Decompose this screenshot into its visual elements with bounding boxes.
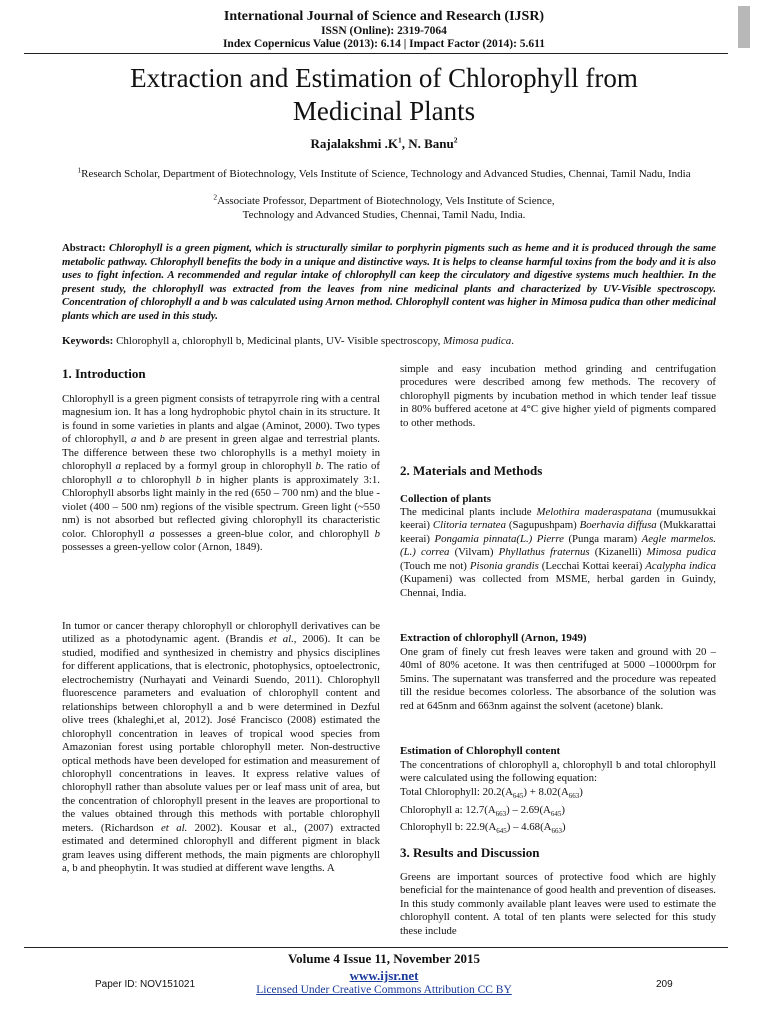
- results-paragraph: Greens are important sources of protective food which are highly beneficial for the maintenance of good health and prevention of diseases. In this study commonly available plant leaves were used to estimate the chlorophyll content. A total of ten plants were selected for this study these include: [400, 871, 716, 937]
- intro-p1-italic-3: a: [115, 460, 121, 473]
- affiliation-1-sup: 1: [77, 165, 82, 175]
- intro-p2-italic-1: et al.,: [268, 633, 297, 646]
- collection-text: (Touch me not): [400, 559, 470, 572]
- author-2: N. Banu: [408, 136, 454, 151]
- intro-p2-text-b: 2006). It can be studied, modified and synthesized in chemistry and physics disciplines for different applications, that is electronic, photophysics, optoelectronic, electrochemistry (Nurhayati and Veinardi Suendo, 2011). Chlorophyll fluorescence parameters and evaluation of chlorophyll content and relationships between chlorophyll a and b were determined in Dezful olive trees (khaleghi,et al, 2012). José Francisco (2008) estimated the chlorophyll concentration in leaves of tropical wood species from Amazonian forest using portable chlorophyll meter. Non-destructive optical methods have been developed for estimation and measurement of chlorophyll concentrations in leaves. It express relative values of chlorophyll rather than absolute values per or leaf mass unit of area, but the concentration of chlorophyll present in the leaves are proportional to the values obtained through this methods with portable chlorophyll meters. (Richardson: [62, 633, 380, 834]
- plant-name: Pisonia grandis: [469, 559, 539, 572]
- collection-text: (Punga maram): [563, 532, 642, 545]
- paper-title: [0, 62, 768, 128]
- intro-p1-italic-4: b: [315, 460, 321, 473]
- keywords-end: .: [511, 335, 515, 347]
- equation-chl-a: Chlorophyll a: $12.7(A_{663}) - 2.69(A_{645})$: [400, 803, 565, 818]
- estimation-heading: Estimation of Chlorophyll content: [400, 745, 561, 757]
- collection-text: (Sagupushpam): [506, 519, 580, 532]
- journal-issn: ISSN (Online): 2319-7064: [321, 25, 447, 37]
- collection-paragraph: [400, 506, 716, 600]
- abstract-text: Chlorophyll is a green pigment, which is structurally similar to porphyrin pigments such as heme and it is produced through the same metabolic pathway. Chlorophyll benefits the body in a unique and distinctive ways. It is helps to cleanse harmful toxins from the body and it is also uses to fight infection. A recommended and regular intake of chlorophyll can keep the circulatory and digestive systems much healthier. In the present study, the chlorophyll was extracted from the leaves from nine medicinal plants and characterized by UV-Visible spectroscopy. Concentration of chlorophyll a and b was calculated using Arnon method. Chlorophyll content was higher in Mimosa pudica than other medicinal plants which are used in this study.: [62, 242, 716, 322]
- collection-text: (Vilvam): [449, 546, 499, 559]
- author-1-sup: 1: [397, 135, 402, 145]
- intro-p1-text-g: in higher plants is approximately 3:1. Chlorophyll absorbs light mainly in the red (650 – 700 nm) and the blue - violet (400 – 500 nm) regions of the visible spectrum. Green light (~550 nm) is not absorbed but reflected giving chlorophyll its characteristic color. Chlorophyll: [62, 473, 380, 540]
- intro-p1-text-d: replaced by a formyl group in chlorophyll: [120, 460, 316, 473]
- paper-id: Paper ID: NOV151021: [95, 979, 196, 990]
- intro-p1-text-f: to chlorophyll: [122, 473, 196, 486]
- intro-p1-italic-2: b: [159, 433, 165, 446]
- author-sep: ,: [401, 136, 409, 151]
- collection-text: (Kizanelli): [589, 546, 647, 559]
- collection-text: (mumusukkai keerai): [400, 506, 716, 532]
- affiliation-2-sup: 2: [213, 192, 218, 202]
- intro-p1-text-e: . The ratio of chlorophyll: [62, 460, 380, 486]
- estimation-paragraph: [400, 759, 716, 839]
- intro-p1-text-k: possesses a green-yellow color (Arnon, 1849).: [62, 540, 263, 553]
- extraction-paragraph: One gram of finely cut fresh leaves were taken and ground with 20 – 40ml of 80% acetone. It was then centrifuged at 5000 –10000rpm for 5mins. The supernatant was transferred and the procedure was repeated till the residue becomes colorless. The absorbance of the solution was red at 645nm and 663nm against the solvent (acetone) blank.: [400, 646, 716, 712]
- plant-name: Aegle marmelos.(L.) correa: [400, 532, 716, 559]
- intro-p1-italic-1: a: [131, 433, 137, 446]
- journal-index: Index Copernicus Value (2013): 6.14 | Impact Factor (2014): 5.611: [222, 38, 546, 50]
- journal-name: International Journal of Science and Research (IJSR): [223, 9, 545, 24]
- section-results-heading: 3. Results and Discussion: [400, 845, 540, 860]
- intro-p1-italic-7: a: [149, 527, 155, 540]
- collection-text: (Lecchai Kottai keerai): [538, 559, 646, 572]
- intro-continuation: simple and easy incubation method grinding and centrifugation procedures were described among few methods. The recovery of chlorophyll pigments by incubation method in which tender leaf tissue in 80% buffered acetone at 4°C give higher yield of pigments compared to other methods.: [400, 363, 716, 429]
- plant-name: Pongamia pinnata(L.) Pierre: [434, 532, 564, 545]
- intro-paragraph-2: [62, 620, 380, 876]
- abstract: [62, 242, 716, 324]
- collection-heading: Collection of plants: [400, 493, 492, 505]
- author-1: Rajalakshmi .K: [310, 136, 398, 151]
- section-methods-heading: 2. Materials and Methods: [400, 463, 543, 478]
- author-2-sup: 2: [453, 135, 458, 145]
- extraction-heading: Extraction of chlorophyll (Arnon, 1949): [400, 632, 587, 644]
- collection-text: (Kupameni) was collected from MSME, herbal garden in Guindy, Chennai, India.: [400, 573, 716, 599]
- plant-name: Mimosa pudica: [646, 546, 716, 559]
- equation-total: Total Chlorophyll: $20.2(A_{645}) + 8.02(A_{663})$: [400, 785, 583, 801]
- intro-p2-text-a: In tumor or cancer therapy chlorophyll or chlorophyll derivatives can be utilized as a photodynamic agent. (Brandis: [62, 620, 380, 646]
- plant-name: Melothira maderaspatana: [536, 506, 652, 518]
- intro-p2-text-c: 2002). Kousar et al., (2007) extracted estimated and determined chlorophyll and different pigment in black gram leaves using different methods, the main pigments are chlorophyll a, b and pheophytin. It was studied at different wave lengths. A: [62, 821, 380, 875]
- footer-rule: [24, 947, 728, 948]
- collection-text: (Mukkarattai keerai): [400, 519, 716, 545]
- footer-site-link[interactable]: www.ijsr.net: [349, 968, 419, 983]
- keywords-italic: Mimosa pudica: [443, 335, 512, 347]
- affiliation-1: [0, 167, 768, 181]
- page-number: 209: [656, 979, 673, 990]
- affiliation-2-line-1: Associate Professor, Department of Biotechnology, Vels Institute of Science,: [217, 195, 555, 207]
- intro-p1-italic-6: b: [195, 473, 202, 486]
- keywords-text: Chlorophyll a, chlorophyll b, Medicinal plants, UV- Visible spectroscopy,: [116, 335, 441, 347]
- keywords-label: Keywords:: [62, 335, 114, 347]
- affiliation-1-text: Research Scholar, Department of Biotechnology, Vels Institute of Science, Technology and Advanced Studies, Chennai, Tamil Nadu, India: [81, 168, 691, 180]
- intro-paragraph-1: [62, 393, 380, 554]
- footer-license-link[interactable]: Licensed Under Creative Commons Attribution CC BY: [256, 984, 512, 996]
- keywords: [62, 335, 716, 347]
- plant-name: Boerhavia diffusa: [579, 519, 657, 532]
- estimation-text: The concentrations of chlorophyll a, chlorophyll b and total chlorophyll were calculated using the following equation:: [400, 759, 716, 785]
- abstract-label: Abstract:: [62, 242, 106, 254]
- title-line-2: Medicinal Plants: [292, 96, 476, 126]
- intro-p1-italic-8: b: [374, 527, 380, 540]
- equation-chl-b: Chlorophyll b: $22.9(A_{645}) - 4.68(A_{663})$: [400, 821, 566, 836]
- collection-text: The medicinal plants include: [400, 506, 537, 518]
- intro-p1-text-a: Chlorophyll is a green pigment consists of tetrapyrrole ring with a central magnesium ion. It has a long hydrophobic phytol chain in its structure. It is found in some varieties in plants and algae (Aminot, 2000). Two types of chlorophyll,: [62, 393, 380, 446]
- affiliation-2: [0, 194, 768, 222]
- intro-p1-text-c: are present in green algae and terrestrial plants. The difference between these two chlorophylls is a methyl moiety in chlorophyll: [62, 433, 380, 473]
- authors: [0, 136, 768, 152]
- plant-name: Acalypha indica: [645, 559, 716, 572]
- intro-p1-italic-5: a: [116, 473, 123, 486]
- affiliation-2-line-2: Technology and Advanced Studies, Chennai, Tamil Nadu, India.: [242, 209, 526, 221]
- plant-name: Phyllathus fraternus: [498, 546, 590, 559]
- title-line-1: Extraction and Estimation of Chlorophyll from: [130, 63, 638, 93]
- section-introduction-heading: 1. Introduction: [62, 366, 146, 381]
- plant-name: Clitoria ternatea: [432, 519, 506, 532]
- intro-p2-italic-2: et al.: [161, 821, 188, 834]
- intro-p1-text-h: possesses a green-blue color, and chlorophyll: [154, 527, 375, 540]
- footer-volume: Volume 4 Issue 11, November 2015: [287, 951, 481, 966]
- intro-p1-text-b: and: [136, 433, 160, 446]
- header-rule: [24, 53, 728, 54]
